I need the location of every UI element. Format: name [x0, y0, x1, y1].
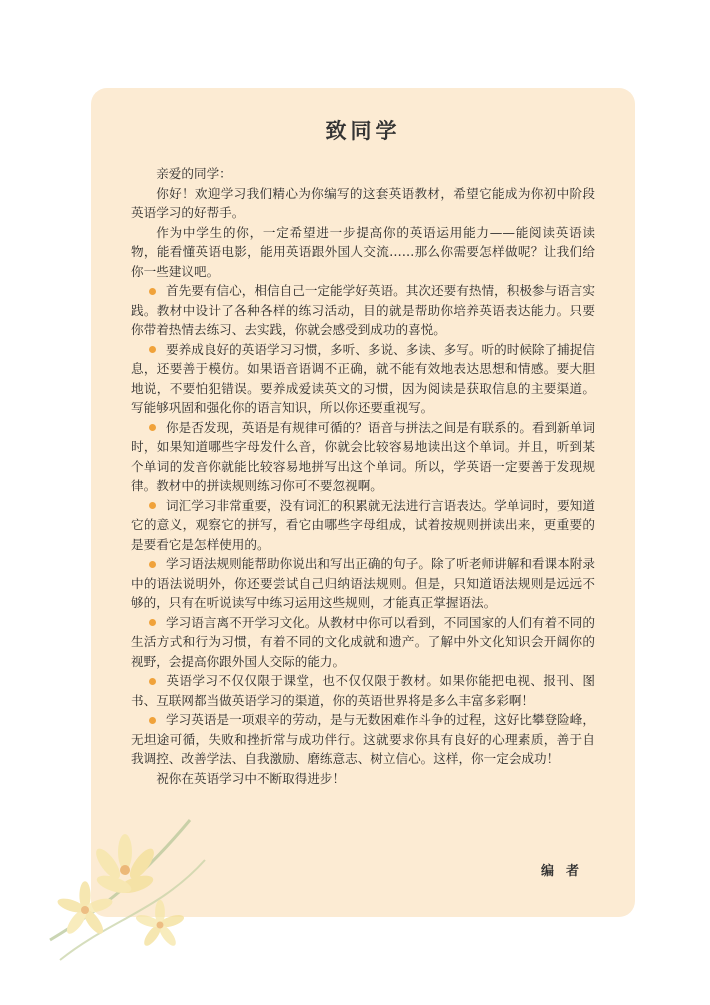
bullet-item: 英语学习不仅仅限于课堂，也不仅仅限于教材。如果你能把电视、报刊、图书、互联网都当做英语学习的渠道，你的英语世界将是多么丰富多彩啊！ — [131, 673, 595, 708]
bullet-dot-icon — [149, 717, 156, 724]
bullet-dot-icon — [149, 288, 156, 295]
bullet-item: 学习语言离不开学习文化。从教材中你可以看到，不同国家的人们有着不同的生活方式和行为习惯，有着不同的文化成就和遗产。了解中外文化知识会开阔你的视野，会提高你跟外国人交际的能力。 — [131, 614, 595, 669]
bullet-dot-icon — [149, 346, 156, 353]
paragraph-1: 你好！欢迎学习我们精心为你编写的这套英语教材，希望它能成为你初中阶段英语学习的好帮手。 — [131, 185, 595, 220]
bullet-item: 词汇学习非常重要，没有词汇的积累就无法进行言语表达。学单词时，要知道它的意义，观察它的拼写，看它由哪些字母组成，试着按规则拼读出来，更重要的是要看它是怎样使用的。 — [131, 497, 595, 552]
letter-card — [91, 88, 635, 917]
closing-line: 祝你在英语学习中不断取得进步！ — [156, 770, 346, 786]
bullet-item: 要养成良好的英语学习习惯，多听、多说、多读、多写。听的时候除了捕捉信息，还要善于模仿。如果语音语调不正确，就不能有效地表达思想和情感。要大胆地说，不要怕犯错误。要养成爱读英文的习惯，因为阅读是获取信息的主要渠道。写能够巩固和强化你的语言知识，所以你还要重视写。 — [131, 341, 595, 415]
bullet-item: 学习英语是一项艰辛的劳动，是与无数困难作斗争的过程，这好比攀登险峰，无坦途可循，失败和挫折常与成功伴行。这就要求你具有良好的心理素质，善于自我调控、改善学法、自我激励、磨练意志、树立信心。这样，你一定会成功！ — [131, 712, 595, 766]
bullet-item: 你是否发现，英语是有规律可循的？语音与拼法之间是有联系的。看到新单词时，如果知道哪些字母发什么音，你就会比较容易地读出这个单词。并且，听到某个单词的发音你就能比较容易地拼写出这个单词。所以，学英语一定要善于发现规律。教材中的拼读规则练习你可不要忽视啊。 — [131, 419, 595, 493]
orchid-flower-icon — [40, 800, 210, 970]
bullet-dot-icon — [149, 502, 156, 509]
bullet-item: 首先要有信心，相信自己一定能学好英语。其次还要有热情，积极参与语言实践。教材中设计了各种各样的练习活动，目的就是帮助你培养英语表达能力。只要你带着热情去练习、去实践，你就会感受到成功的喜悦。 — [131, 283, 595, 337]
bullet-item: 学习语法规则能帮助你说出和写出正确的句子。除了听老师讲解和看课本附录中的语法说明外，你还要尝试自己归纳语法规则。但是，只知道语法规则是远远不够的，只有在听说读写中练习运用这些规则，才能真正掌握语法。 — [131, 556, 595, 610]
page-title: 致同学 — [325, 118, 401, 143]
bullet-dot-icon — [149, 561, 156, 568]
bullet-dot-icon — [149, 678, 156, 685]
paragraph-2: 作为中学生的你，一定希望进一步提高你的英语运用能力——能阅读英语读物，能看懂英语电影，能用英语跟外国人交流……那么你需要怎样做呢？让我们给你一些建议吧。 — [131, 224, 595, 279]
bullet-dot-icon — [149, 619, 156, 626]
salutation: 亲爱的同学： — [156, 166, 232, 181]
bullet-dot-icon — [149, 424, 156, 431]
signature: 编者 — [540, 864, 591, 879]
